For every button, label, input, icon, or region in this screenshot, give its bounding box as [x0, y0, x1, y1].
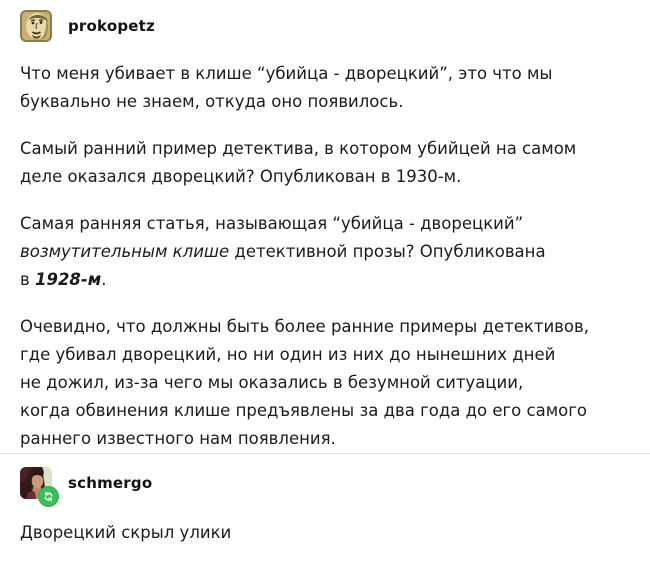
- italic-text: возмутительным клише: [20, 242, 230, 261]
- bold-italic-text: 1928-м: [34, 270, 102, 289]
- username-prokopetz[interactable]: prokopetz: [68, 17, 155, 35]
- reblog-badge: [38, 486, 59, 507]
- text-line: раннего известного нам появления.: [20, 429, 336, 448]
- avatar-wrap: [20, 10, 52, 42]
- text-line: Дворецкий скрыл улики: [20, 523, 232, 542]
- paragraph-4: [20, 313, 630, 453]
- post-body-schmergo: [20, 519, 630, 547]
- avatar-prokopetz[interactable]: [20, 10, 52, 42]
- text-line: буквально не знаем, откуда оно появилось.: [20, 92, 404, 111]
- paragraph-2: [20, 135, 630, 191]
- regular-text: в: [20, 270, 35, 289]
- post-header-schmergo: [20, 467, 630, 499]
- reblog-icon: [42, 490, 55, 503]
- text-line: Самая ранняя статья, называющая “убийца - дворецкий”: [20, 214, 524, 233]
- post-body-prokopetz: [20, 60, 630, 453]
- text-line: деле оказался дворецкий? Опубликован в 1930-м.: [20, 167, 462, 186]
- paragraph-reply: [20, 519, 630, 547]
- text-line: [20, 266, 630, 294]
- text-line: где убивал дворецкий, но ни один из них до нынешних дней: [20, 345, 556, 364]
- paragraph-3: [20, 210, 630, 294]
- avatar-wrap: [20, 467, 52, 499]
- text-line: Очевидно, что должны быть более ранние примеры детективов,: [20, 317, 589, 336]
- text-line: [20, 238, 630, 266]
- regular-text: .: [101, 270, 107, 289]
- text-line: Что меня убивает в клише “убийца - дворецкий”, это что мы: [20, 64, 553, 83]
- text-line: Самый ранний пример детектива, в котором убийцей на самом: [20, 139, 577, 158]
- username-schmergo[interactable]: schmergo: [68, 474, 153, 492]
- sepia-face-illustration: [20, 10, 52, 42]
- paragraph-1: [20, 60, 630, 116]
- text-line: не дожил, из-за чего мы оказались в безумной ситуации,: [20, 373, 524, 392]
- text-line: когда обвинения клише предъявлены за два года до его самого: [20, 401, 587, 420]
- regular-text: детективной прозы? Опубликована: [229, 242, 546, 261]
- post-schmergo: [0, 454, 650, 579]
- post-header-prokopetz: [20, 10, 630, 42]
